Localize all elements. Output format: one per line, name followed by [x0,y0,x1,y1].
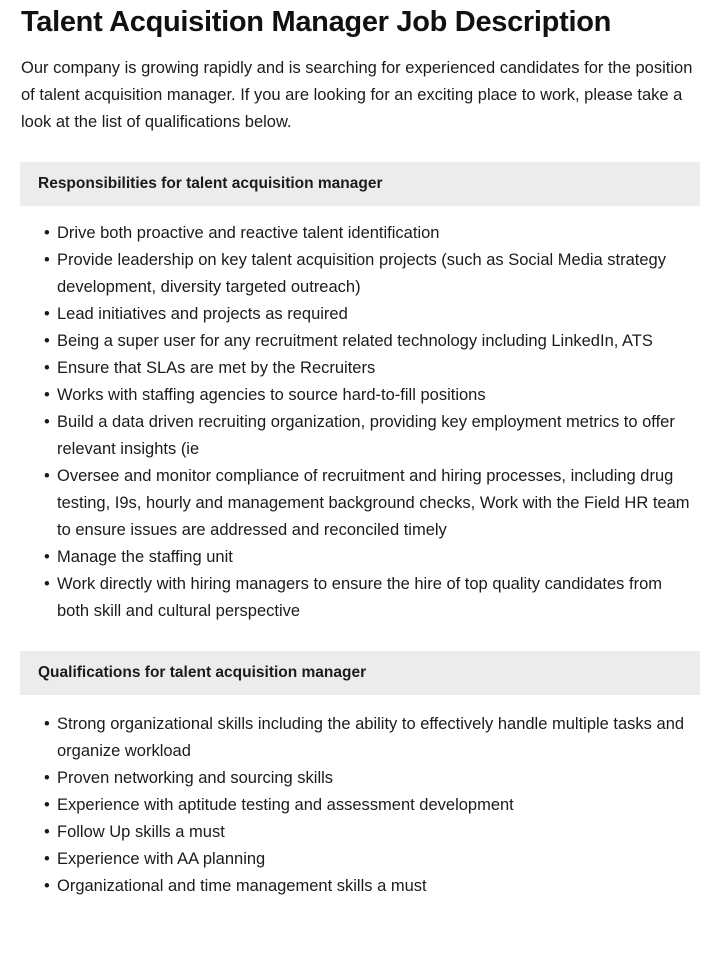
section-header-responsibilities: Responsibilities for talent acquisition manager [20,162,700,206]
intro-paragraph: Our company is growing rapidly and is searching for experienced candidates for the position of talent acquisition manager. If you are looking for an exciting place to work, please take a look at the list of qualifications below. [21,59,693,132]
page-title: Talent Acquisition Manager Job Description [21,6,612,38]
list-item: • Build a data driven recruiting organization, providing key employment metrics to offer relevant insights (ie [44,409,696,463]
section-header-qualifications: Qualifications for talent acquisition manager [20,651,700,695]
qualifications-list [0,695,720,900]
list-item: • Proven networking and sourcing skills [44,765,696,792]
list-item: • Provide leadership on key talent acquisition projects (such as Social Media strategy development, diversity targeted outreach) [44,247,696,301]
list-item: • Works with staffing agencies to source hard-to-fill positions [44,382,696,409]
section-qualifications [0,651,720,900]
list-item: • Work directly with hiring managers to ensure the hire of top quality candidates from both skill and cultural perspective [44,571,696,625]
list-item: • Ensure that SLAs are met by the Recruiters [44,355,696,382]
list-item: • Drive both proactive and reactive talent identification [44,220,696,247]
list-item: • Strong organizational skills including the ability to effectively handle multiple tasks and organize workload [44,711,696,765]
list-item: • Experience with aptitude testing and assessment development [44,792,696,819]
section-responsibilities [0,162,720,625]
list-item: • Oversee and monitor compliance of recruitment and hiring processes, including drug testing, I9s, hourly and management background checks, Work with the Field HR team to ensure issues are addressed and reconciled timely [44,463,696,544]
list-item: • Manage the staffing unit [44,544,696,571]
list-item: • Lead initiatives and projects as required [44,301,696,328]
list-item: • Being a super user for any recruitment related technology including LinkedIn, ATS [44,328,696,355]
list-item: • Experience with AA planning [44,846,696,873]
responsibilities-list [0,206,720,625]
list-item: • Follow Up skills a must [44,819,696,846]
list-item: • Organizational and time management skills a must [44,873,696,900]
